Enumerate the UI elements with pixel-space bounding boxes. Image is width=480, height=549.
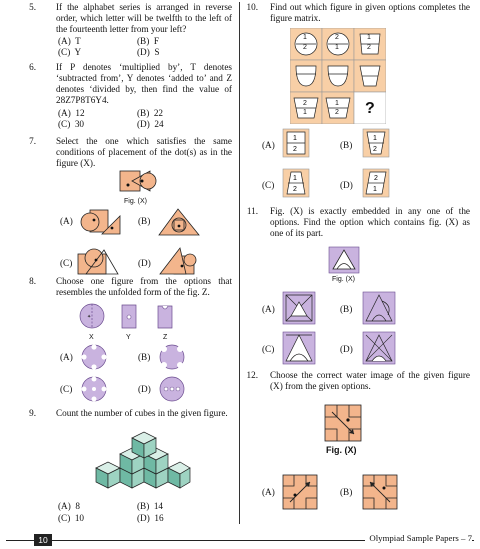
option-d[interactable]: (D) [340, 180, 353, 190]
question-8 [20, 276, 232, 298]
question-number: 12. [246, 370, 258, 380]
option-d[interactable]: (D) [138, 258, 151, 268]
question-number: 7. [29, 136, 36, 146]
cell-label: 2 [335, 34, 339, 41]
option-a[interactable]: (A) T [58, 36, 81, 46]
option-a-figure[interactable] [282, 128, 310, 158]
option-a-figure[interactable] [282, 291, 316, 325]
cell-label: 1 [335, 100, 339, 107]
question-number: 11. [246, 206, 258, 216]
option-c[interactable]: (C) 30 [58, 119, 85, 129]
figure-label-y: Y [126, 334, 131, 341]
fold-figures-xyz [78, 302, 182, 332]
option-b-figure[interactable] [156, 206, 202, 238]
column-divider [239, 2, 240, 524]
option-d[interactable]: (D) [138, 384, 151, 394]
question-11 [242, 206, 470, 240]
question-12 [242, 370, 470, 392]
option-c[interactable]: (C) [60, 258, 73, 268]
figure-x-triangle [328, 246, 360, 274]
option-b-figure[interactable] [158, 343, 186, 371]
question-number: 8. [29, 276, 36, 286]
question-9 [20, 408, 232, 430]
cell-label: 2 [367, 44, 371, 51]
option-a[interactable]: (A) [262, 304, 275, 314]
svg-text:2: 2 [373, 146, 377, 153]
option-b[interactable]: (B) 22 [137, 108, 164, 118]
svg-text:2: 2 [293, 186, 297, 193]
svg-text:✦: ✦ [87, 314, 92, 320]
question-number: 9. [29, 408, 36, 418]
option-c-figure[interactable] [282, 331, 316, 365]
option-c-figure[interactable] [80, 375, 108, 403]
option-d[interactable]: (D) 16 [137, 513, 164, 523]
cell-label: 2 [335, 109, 339, 116]
question-text: If P denotes ‘multiplied by’, T denotes ‘subtracted from’, Y denotes ‘added to’ and Z denotes ‘divided by, then find the value of 28Z7P8T6Y4. [56, 62, 232, 105]
question-number: 10. [246, 2, 258, 12]
option-d[interactable]: (D) [340, 344, 353, 354]
question-6 [20, 62, 232, 108]
option-b-figure[interactable] [362, 474, 398, 510]
cell-label: 2 [303, 44, 307, 51]
matrix-labels [290, 28, 386, 124]
question-text: Fig. (X) is exactly embedded in any one of the options. Find the option which contains fig. (X) as one of its part. [270, 206, 470, 238]
option-a-figure[interactable] [282, 474, 318, 510]
svg-text:2: 2 [374, 175, 378, 182]
question-7 [20, 136, 232, 170]
question-10 [242, 2, 470, 24]
option-c[interactable]: (C) [262, 344, 275, 354]
svg-text:1: 1 [373, 135, 377, 142]
option-d-figure[interactable] [156, 244, 202, 276]
option-a[interactable]: (A) 8 [58, 501, 80, 511]
option-d-figure[interactable] [362, 331, 396, 365]
option-d-figure[interactable] [362, 168, 390, 198]
option-a[interactable]: (A) [60, 352, 73, 362]
svg-text:2: 2 [293, 146, 297, 153]
svg-text:1: 1 [293, 175, 297, 182]
figure-x-shapes [118, 168, 160, 196]
figure-label-x: X [89, 334, 94, 341]
option-a[interactable]: (A) [60, 216, 73, 226]
option-a[interactable]: (A) [262, 140, 275, 150]
question-text: Find out which figure in given options completes the figure matrix. [270, 2, 470, 23]
option-d[interactable]: (D) S [137, 47, 160, 57]
question-number: 6. [29, 62, 36, 72]
option-b[interactable]: (B) [138, 216, 151, 226]
svg-text:1: 1 [373, 186, 377, 193]
option-b[interactable]: (B) [138, 352, 151, 362]
figure-x-grid [324, 404, 362, 442]
cube-stack-figure [92, 428, 192, 496]
option-d-figure[interactable] [158, 375, 186, 403]
question-text: Choose the correct water image of the given figure (X) from the given options. [270, 370, 470, 391]
footer-title: Olympiad Sample Papers – 7 [365, 533, 472, 543]
question-5 [20, 2, 232, 36]
option-b-figure[interactable] [362, 128, 390, 158]
cell-label: 2 [303, 100, 307, 107]
option-a-figure[interactable] [76, 206, 126, 238]
option-b-figure[interactable] [362, 291, 396, 325]
svg-text:1: 1 [293, 135, 297, 142]
option-c[interactable]: (C) Y [58, 47, 82, 57]
page-number: 10 [34, 534, 52, 546]
question-text: Select the one which satisfies the same conditions of placement of the dot(s) as in the figure (X). [56, 136, 232, 168]
option-b[interactable]: (B) 14 [137, 501, 164, 511]
cell-label: 1 [303, 34, 307, 41]
question-text: Choose one figure from the options that resembles the unfolded form of the fig. Z. [56, 276, 232, 297]
cell-label: 1 [367, 34, 371, 41]
option-b[interactable]: (B) [340, 304, 353, 314]
missing-cell: ? [365, 100, 375, 117]
question-text: Count the number of cubes in the given figure. [56, 408, 228, 418]
figure-label: Fig. (X) [326, 445, 357, 455]
option-a[interactable]: (A) [262, 487, 275, 497]
question-text: If the alphabet series is arranged in reverse order, which letter will be twelfth to the left of the fourteenth letter from your left? [56, 2, 232, 34]
option-c[interactable]: (C) [60, 384, 73, 394]
figure-label: Fig. (X) [124, 198, 147, 205]
option-c[interactable]: (C) 10 [58, 513, 85, 523]
figure-label-z: Z [163, 334, 168, 341]
option-a[interactable]: (A) 12 [58, 108, 85, 118]
option-b[interactable]: (B) [340, 140, 353, 150]
option-c-figure[interactable] [76, 244, 122, 276]
cell-label: 1 [335, 44, 339, 51]
option-a-figure[interactable] [80, 343, 108, 371]
option-d[interactable]: (D) 24 [137, 119, 164, 129]
option-b[interactable]: (B) F [137, 36, 159, 46]
option-c[interactable]: (C) [262, 180, 275, 190]
option-b[interactable]: (B) [340, 487, 353, 497]
question-number: 5. [29, 2, 36, 12]
option-c-figure[interactable] [282, 168, 310, 198]
figure-label: Fig. (X) [332, 276, 355, 283]
cell-label: 1 [303, 109, 307, 116]
